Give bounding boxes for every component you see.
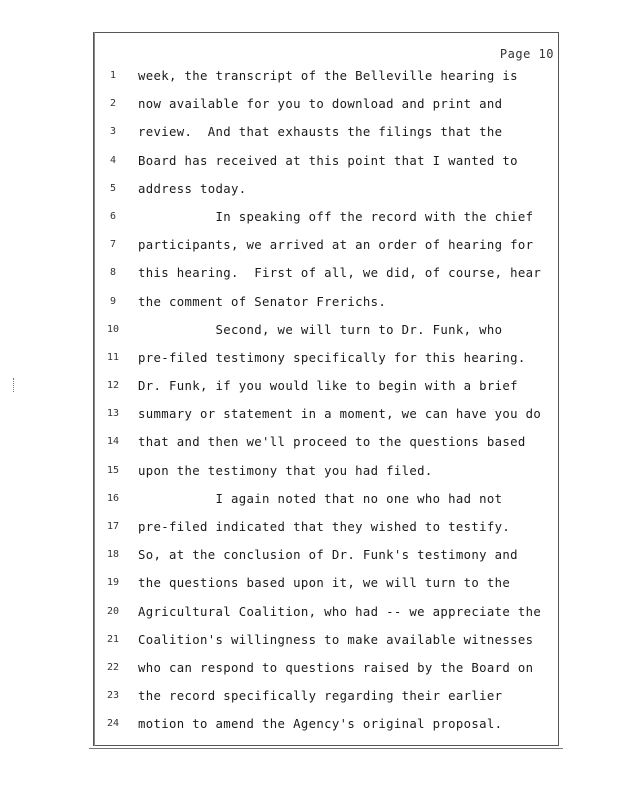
transcript-line: summary or statement in a moment, we can have you do <box>138 407 542 422</box>
transcript-line: Agricultural Coalition, who had -- we appreciate the <box>138 604 542 619</box>
line-number: 2 <box>109 98 117 110</box>
line-number: 24 <box>106 718 120 730</box>
line-number: 16 <box>106 492 120 504</box>
transcript-line: motion to amend the Agency's original proposal. <box>138 717 503 732</box>
transcript-line: Second, we will turn to Dr. Funk, who <box>138 322 503 337</box>
transcript-line: who can respond to questions raised by the Board on <box>138 660 534 675</box>
transcript-line: the comment of Senator Frerichs. <box>138 294 387 309</box>
line-number: 5 <box>109 182 117 194</box>
transcript-line: pre-filed testimony specifically for this hearing. <box>138 350 526 365</box>
line-number: 12 <box>106 380 120 392</box>
line-number: 1 <box>109 70 117 81</box>
line-number: 11 <box>106 351 120 363</box>
transcript-line: the questions based upon it, we will turn to the <box>138 576 511 591</box>
transcript-line: the record specifically regarding their earlier <box>138 689 503 704</box>
transcript-line: this hearing. First of all, we did, of course, hear <box>138 266 542 281</box>
line-number: 19 <box>106 577 120 589</box>
transcript-line: now available for you to download and print and <box>138 97 503 112</box>
transcript-line: Dr. Funk, if you would like to begin with a brief <box>138 379 518 394</box>
transcript-line: upon the testimony that you had filed. <box>138 463 433 478</box>
line-number: 9 <box>109 295 117 307</box>
transcript-line: review. And that exhausts the filings that the <box>138 125 503 140</box>
line-number: 18 <box>106 549 120 561</box>
page-number: Page 10 <box>499 47 554 61</box>
line-number: 7 <box>109 239 117 251</box>
transcript-line: Coalition's willingness to make available witnesses <box>138 632 534 647</box>
line-number: 17 <box>106 521 120 532</box>
transcript-line: In speaking off the record with the chief <box>138 209 534 224</box>
line-number: 3 <box>109 126 117 138</box>
line-number: 6 <box>109 210 117 222</box>
transcript-line: participants, we arrived at an order of hearing for <box>138 238 534 253</box>
transcript-line: week, the transcript of the Belleville hearing is <box>138 69 518 83</box>
line-number: 4 <box>109 154 117 166</box>
line-number: 23 <box>106 690 120 702</box>
line-number: 15 <box>106 464 120 476</box>
transcript-line: Board has received at this point that I wanted to <box>138 153 518 168</box>
left-margin-rule <box>94 32 95 746</box>
scan-margin-mark <box>13 378 16 392</box>
transcript-line: I again noted that no one who had not <box>138 491 503 506</box>
line-number: 22 <box>106 661 120 673</box>
line-number: 14 <box>106 436 120 448</box>
bottom-margin-rule <box>89 748 563 749</box>
line-number: 13 <box>106 408 120 420</box>
transcript-line: that and then we'll proceed to the questions based <box>138 435 526 450</box>
transcript-line: address today. <box>138 181 247 196</box>
line-number: 20 <box>106 605 120 617</box>
line-number: 10 <box>106 323 120 335</box>
line-number-column <box>100 66 126 743</box>
line-number: 21 <box>106 633 120 645</box>
transcript-line: So, at the conclusion of Dr. Funk's testimony and <box>138 548 518 563</box>
line-number: 8 <box>109 267 117 279</box>
transcript-line: pre-filed indicated that they wished to testify. <box>138 520 511 534</box>
transcript-body <box>138 66 552 743</box>
